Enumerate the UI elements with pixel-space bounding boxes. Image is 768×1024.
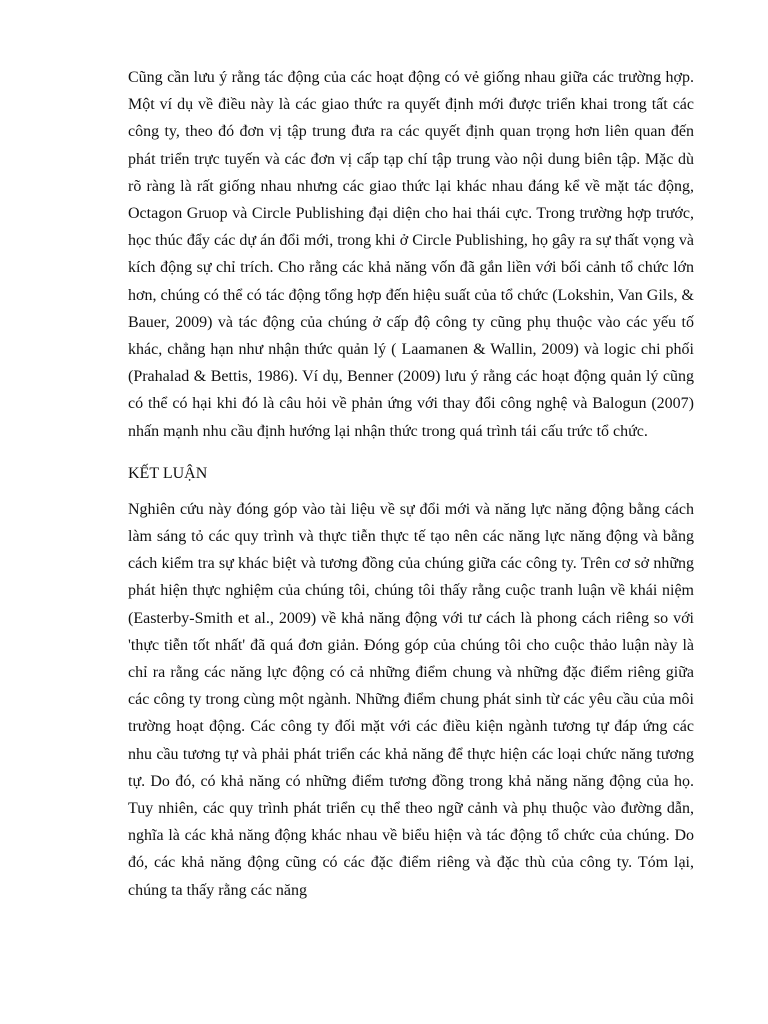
document-body	[128, 64, 694, 904]
section-heading-conclusion: KẾT LUẬN	[128, 464, 208, 482]
body-paragraph-2: Nghiên cứu này đóng góp vào tài liệu về sự đổi mới và năng lực năng động bằng cách làm sáng tỏ các quy trình và thực tiễn thực tế tạo nên các năng lực năng động và bằng cách kiểm tra sự khác biệt và tương đồng của chúng giữa các công ty. Trên cơ sở những phát hiện thực nghiệm của chúng tôi, chúng tôi thấy rằng cuộc tranh luận về khái niệm (Easterby-Smith et al., 2009) về khả năng động với tư cách là phong cách riêng so với 'thực tiễn tốt nhất' đã quá đơn giản. Đóng góp của chúng tôi cho cuộc thảo luận này là chỉ ra rằng các năng lực động có cả những điểm chung và những đặc điểm riêng giữa các công ty trong cùng một ngành. Những điểm chung phát sinh từ các yêu cầu của môi trường hoạt động. Các công ty đối mặt với các điều kiện ngành tương tự đáp ứng các nhu cầu tương tự và phải phát triển các khả năng để thực hiện các loại chức năng tương tự. Do đó, có khả năng có những điểm tương đồng trong khả năng năng động của họ. Tuy nhiên, các quy trình phát triển cụ thể theo ngữ cảnh và phụ thuộc vào đường dẫn, nghĩa là các khả năng động khác nhau về biểu hiện và tác động tổ chức của chúng. Do đó, các khả năng động cũng có các đặc điểm riêng và đặc thù của công ty. Tóm lại, chúng ta thấy rằng các năng	[128, 500, 694, 899]
body-paragraph-1: Cũng cần lưu ý rằng tác động của các hoạt động có vẻ giống nhau giữa các trường hợp. Một ví dụ về điều này là các giao thức ra quyết định mới được triển khai trong tất các công ty, theo đó đơn vị tập trung đưa ra các quyết định quan trọng hơn liên quan đến phát triển trực tuyến và các đơn vị cấp tạp chí tập trung vào nội dung biên tập. Mặc dù rõ ràng là rất giống nhau nhưng các giao thức lại khác nhau đáng kể về mặt tác động, Octagon Gruop và Circle Publishing đại diện cho hai thái cực. Trong trường hợp trước, học thúc đẩy các dự án đổi mới, trong khi ở Circle Publishing, họ gây ra sự thất vọng và kích động sự chỉ trích. Cho rằng các khả năng vốn đã gắn liền với bối cảnh tổ chức lớn hơn, chúng có thể có tác động tổng hợp đến hiệu suất của tổ chức (Lokshin, Van Gils, & Bauer, 2009) và tác động của chúng ở cấp độ công ty cũng phụ thuộc vào các yếu tố khác, chẳng hạn như nhận thức quản lý ( Laamanen & Wallin, 2009) và logic chi phối (Prahalad & Bettis, 1986). Ví dụ, Benner (2009) lưu ý rằng các hoạt động quản lý cũng có thể có hại khi đó là câu hỏi về phản ứng với thay đổi công nghệ và Balogun (2007) nhấn mạnh nhu cầu định hướng lại nhận thức trong quá trình tái cấu trức tổ chức.	[128, 69, 694, 440]
